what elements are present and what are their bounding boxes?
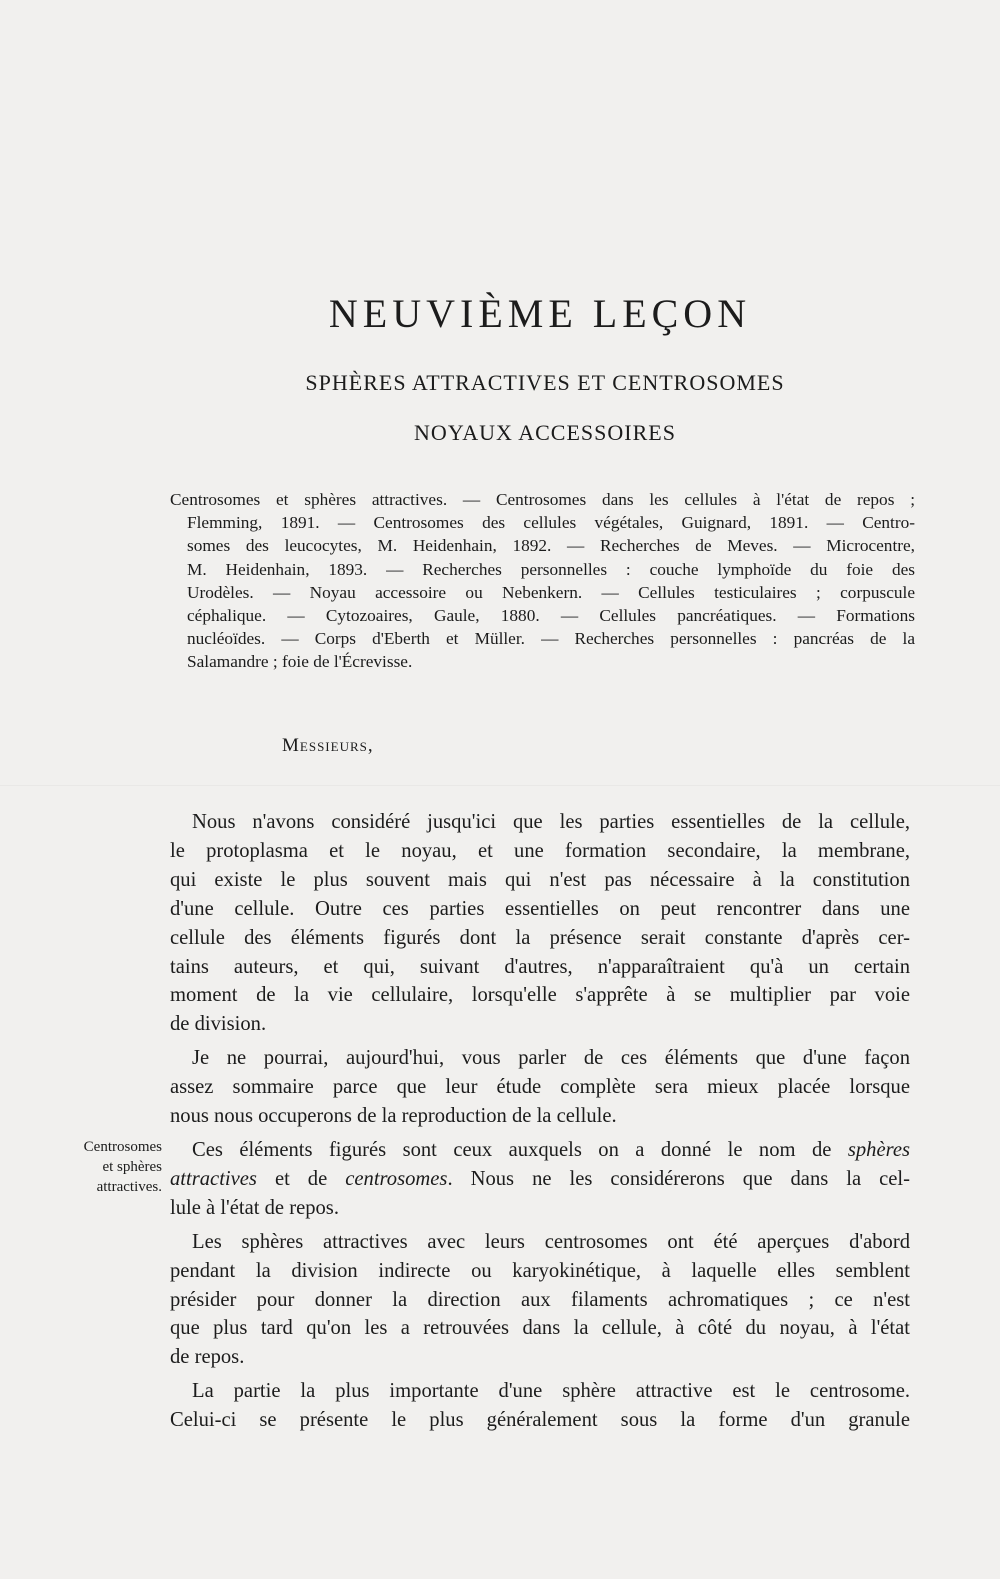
body-line: lule à l'état de repos.: [170, 1196, 339, 1219]
body-line: tains auteurs, et qui, suivant d'autres, n'apparaîtraient qu'à un certain: [170, 955, 910, 978]
body-line: qui existe le plus souvent mais qui n'est pas nécessaire à la constitution: [170, 868, 910, 891]
body-text-run: . Nous ne les considérerons que dans la cel-: [447, 1167, 910, 1190]
body-line: le protoplasma et le noyau, et une formation secondaire, la membrane,: [170, 839, 910, 862]
body-line: [170, 1136, 910, 1165]
body-line: de division.: [170, 1013, 267, 1036]
chapter-subtitle-1: SPHÈRES ATTRACTIVES ET CENTROSOMES: [305, 370, 785, 395]
margin-note-line: et sphères: [102, 1159, 162, 1175]
body-line: Je ne pourrai, aujourd'hui, vous parler de ces éléments que d'une façon: [192, 1047, 910, 1070]
body-line: assez sommaire parce que leur étude complète sera mieux placée lorsque: [170, 1076, 910, 1099]
body-line: que plus tard qu'on les a retrouvées dans la cellule, à côté du noyau, à l'état: [170, 1317, 910, 1340]
body-line: moment de la vie cellulaire, lorsqu'elle s'apprête à se multiplier par voie: [170, 984, 910, 1007]
summary-line: Flemming, 1891. — Centrosomes des cellules végétales, Guignard, 1891. — Centro-: [187, 513, 915, 533]
body-line: [170, 1165, 910, 1194]
italic-term: centrosomes: [345, 1167, 448, 1190]
margin-note-line: attractives.: [96, 1179, 162, 1195]
summary-line: Salamandre ; foie de l'Écrevisse.: [187, 652, 413, 672]
italic-term: sphères: [847, 1138, 910, 1161]
body-line: La partie la plus importante d'une sphère attractive est le centrosome.: [192, 1380, 910, 1403]
margin-note: [62, 1137, 162, 1197]
body-line: cellule des éléments figurés dont la présence serait constante d'après cer-: [170, 926, 910, 949]
chapter-subtitle-2: NOYAUX ACCESSOIRES: [414, 420, 676, 445]
body-line: présider pour donner la direction aux filaments achromatiques ; ce n'est: [170, 1288, 910, 1311]
body-line: pendant la division indirecte ou karyokinétique, à laquelle elles semblent: [170, 1259, 910, 1282]
chapter-summary: [170, 488, 915, 674]
summary-line: Centrosomes et sphères attractives. — Centrosomes dans les cellules à l'état de repos ;: [170, 490, 915, 509]
summary-line: Urodèles. — Noyau accessoire ou Nebenkern. — Cellules testiculaires ; corpuscule: [187, 582, 915, 602]
body-line: Celui-ci se présente le plus généralement sous la forme d'un granule: [170, 1409, 910, 1432]
body-text-run: Ces éléments figurés sont ceux auxquels on a donné le nom de: [192, 1138, 848, 1161]
page-crease: [0, 785, 1000, 786]
summary-line: somes des leucocytes, M. Heidenhain, 1892. — Recherches de Meves. — Microcentre,: [187, 536, 915, 556]
margin-note-line: Centrosomes: [83, 1139, 162, 1155]
italic-term: attractives: [170, 1167, 257, 1190]
body-text-run: et de: [256, 1167, 346, 1190]
chapter-title: NEUVIÈME LEÇON: [328, 291, 752, 336]
salutation: Messieurs,: [282, 735, 374, 756]
body-line: Les sphères attractives avec leurs centrosomes ont été aperçues d'abord: [192, 1230, 910, 1253]
summary-line: nucléoïdes. — Corps d'Eberth et Müller. — Recherches personnelles : pancréas de la: [187, 629, 915, 649]
body-line: nous nous occuperons de la reproduction de la cellule.: [170, 1105, 617, 1128]
summary-line: M. Heidenhain, 1893. — Recherches personnelles : couche lymphoïde du foie des: [187, 559, 915, 579]
body-line: Nous n'avons considéré jusqu'ici que les parties essentielles de la cellule,: [192, 811, 910, 833]
body-line: de repos.: [170, 1346, 245, 1369]
body-line: d'une cellule. Outre ces parties essentielles on peut rencontrer dans une: [170, 897, 910, 920]
body-text: [170, 808, 910, 1435]
summary-line: céphalique. — Cytozoaires, Gaule, 1880. — Cellules pancréatiques. — Formations: [187, 606, 915, 626]
